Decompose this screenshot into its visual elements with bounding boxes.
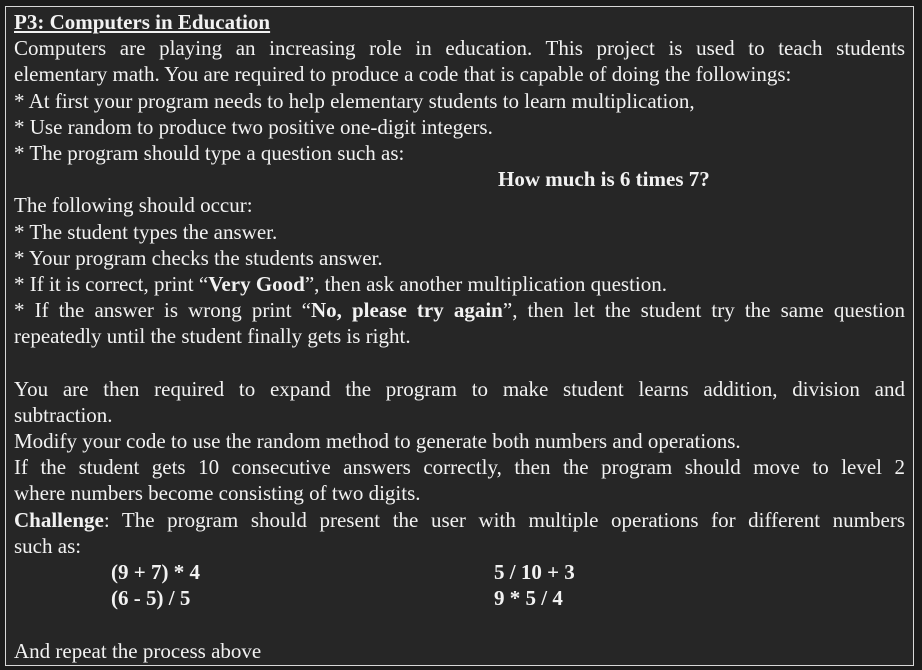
- paragraph-line: such as:: [14, 533, 82, 558]
- bullet-item: * The program should type a question such as:: [14, 140, 405, 165]
- paragraph-line: Modify your code to use the random method to generate both numbers and operations.: [14, 429, 741, 453]
- paragraph-line: repeatedly until the student finally gets is right.: [14, 324, 411, 349]
- bullet-item: * Your program checks the students answer.: [14, 245, 383, 270]
- document-body: [14, 9, 905, 664]
- text: ”, then ask another multiplication question.: [304, 271, 668, 296]
- bold-text: No, please try again: [310, 298, 503, 323]
- expression: (9 + 7) * 4: [111, 559, 200, 584]
- text: * If it is correct, print “: [14, 271, 209, 296]
- challenge-label: Challenge: [14, 507, 104, 532]
- bullet-item: [14, 297, 905, 323]
- document-title: P3: Computers in Education: [14, 10, 271, 34]
- challenge-line: [14, 507, 905, 533]
- paragraph-line: If the student gets 10 consecutive answers correctly, then the program should move to level 2: [14, 455, 905, 480]
- document-frame: [5, 6, 914, 666]
- paragraph-line: The following should occur:: [14, 193, 253, 218]
- expression-row: [14, 585, 905, 611]
- bold-text: Very Good: [208, 271, 305, 296]
- paragraph-line: where numbers become consisting of two digits.: [14, 481, 421, 506]
- paragraph-line: Computers are playing an increasing role in education. This project is used to teach students: [14, 36, 905, 61]
- bullet-item: * At first your program needs to help elementary students to learn multiplication,: [14, 88, 695, 113]
- blank-line: [14, 611, 905, 637]
- text: * If the answer is wrong print “: [14, 298, 311, 323]
- bullet-item: [14, 271, 905, 297]
- expression: (6 - 5) / 5: [111, 586, 191, 611]
- paragraph-line: subtraction.: [14, 402, 113, 427]
- bullet-item: * The student types the answer.: [14, 219, 278, 244]
- text: : The program should present the user with multiple operations for different numbers: [103, 507, 905, 532]
- blank-line: [14, 349, 905, 375]
- expression-row: [14, 559, 905, 585]
- paragraph-line: You are then required to expand the program to make student learns addition, division and: [14, 376, 905, 401]
- expression: 9 * 5 / 4: [494, 586, 563, 611]
- example-question: How much is 6 times 7?: [498, 167, 710, 192]
- bullet-item: * Use random to produce two positive one-digit integers.: [14, 114, 493, 139]
- paragraph-line: elementary math. You are required to produce a code that is capable of doing the followings:: [14, 62, 792, 87]
- expression: 5 / 10 + 3: [494, 559, 575, 584]
- paragraph-line: And repeat the process above: [14, 638, 262, 663]
- text: ”, then let the student try the same question: [502, 298, 906, 323]
